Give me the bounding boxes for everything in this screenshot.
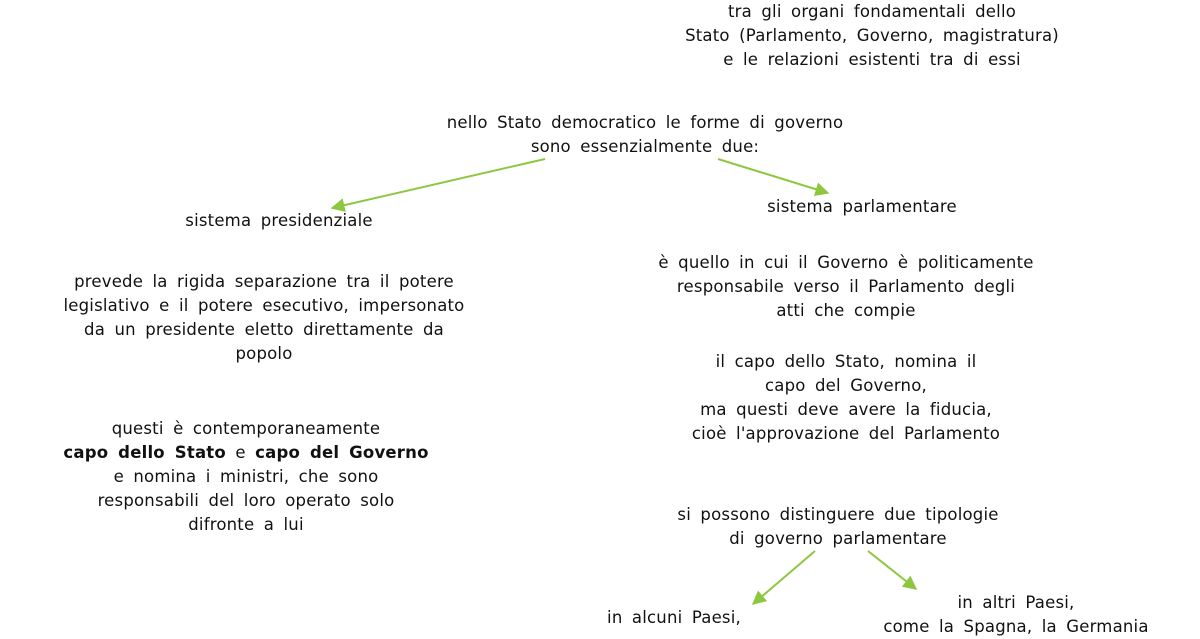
node-forms-intro [395, 111, 895, 159]
node-line-mixed [16, 441, 476, 465]
node-line: sistema parlamentare [767, 197, 957, 216]
node-line: popolo [235, 344, 293, 363]
node-line: responsabili del loro operato solo [97, 491, 395, 510]
node-line: il capo dello Stato, nomina il [715, 352, 977, 371]
node-line: ma questi deve avere la fiducia, [700, 400, 992, 419]
node-top-partial [642, 0, 1102, 72]
node-line: in alcuni Paesi, [607, 608, 741, 627]
node-presidential-desc [14, 270, 514, 366]
node-presidential-role [16, 417, 476, 537]
node-other-countries [866, 591, 1166, 639]
node-presidential [129, 209, 429, 233]
bold-head-of-state: capo dello Stato [63, 443, 226, 462]
node-line: prevede la rigida separazione tra il potere [74, 272, 454, 291]
node-line: nello Stato democratico le forme di governo [446, 113, 844, 132]
node-line: sono essenzialmente due: [530, 137, 760, 156]
node-line: capo del Governo, [765, 376, 927, 395]
node-two-types [628, 503, 1048, 551]
connector-word: e [235, 443, 246, 462]
node-line: di governo parlamentare [729, 529, 947, 548]
node-parliamentary [712, 195, 1012, 219]
node-head-of-state [626, 350, 1066, 446]
arrow-intro-to-presidential [332, 159, 545, 208]
node-line: cioè l'approvazione del Parlamento [691, 424, 1001, 443]
node-line: e nomina i ministri, che sono [113, 467, 379, 486]
node-line: responsabile verso il Parlamento degli [676, 277, 1016, 296]
node-some-countries [574, 606, 774, 630]
arrow-intro-to-parliamentary [718, 159, 828, 193]
node-line: da un presidente eletto direttamente da [84, 320, 444, 339]
node-line: legislativo e il potere esecutivo, impersonato [63, 296, 465, 315]
node-line: atti che compie [776, 301, 916, 320]
node-line: come la Spagna, la Germania [883, 617, 1149, 636]
node-line: difronte a lui [188, 515, 304, 534]
node-line: in altri Paesi, [957, 593, 1075, 612]
arrow-types-to-some-countries [753, 551, 815, 604]
bold-head-of-government: capo del Governo [255, 443, 429, 462]
arrow-types-to-other-countries [868, 551, 916, 589]
node-line: si possono distinguere due tipologie [677, 505, 999, 524]
node-line: Stato (Parlamento, Governo, magistratura) [685, 26, 1059, 45]
node-line: e le relazioni esistenti tra di essi [723, 50, 1021, 69]
node-line: sistema presidenziale [185, 211, 373, 230]
node-line: tra gli organi fondamentali dello [727, 2, 1017, 21]
node-line: è quello in cui il Governo è politicamente [658, 253, 1034, 272]
node-line: questi è contemporaneamente [111, 419, 381, 438]
node-parliamentary-desc [606, 251, 1086, 323]
